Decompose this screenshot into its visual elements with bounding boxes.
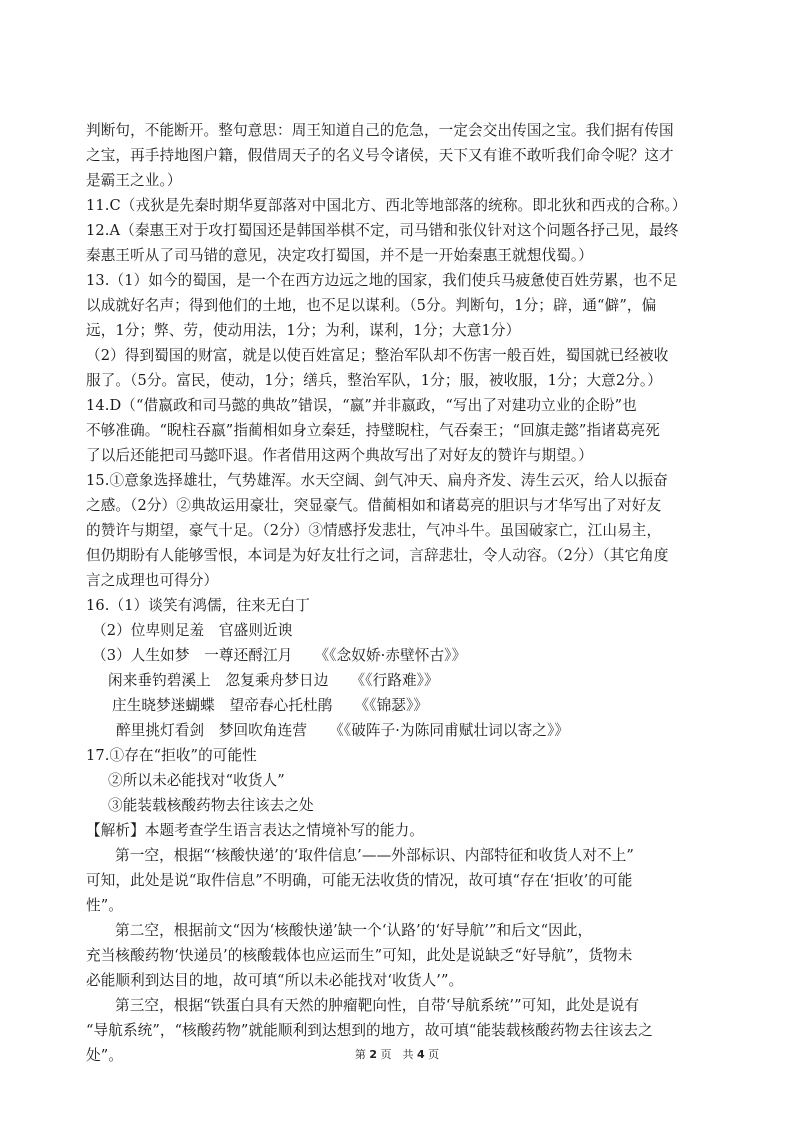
text-line: 不够准确。“睨柱吞嬴”指蔺相如身立秦廷，持璧睨柱，气吞秦王；“回旗走懿”指诸葛亮死 xyxy=(86,422,660,439)
page-footer xyxy=(0,1046,794,1062)
text-line: 之宝，再手持地图户籍，假借周天子的名义号令诸侯，天下又有谁不敢听我们命令呢？这才 xyxy=(86,147,674,164)
text-line: 秦惠王听从了司马错的意见，决定攻打蜀国，并不是一开始秦惠王就想伐蜀。） xyxy=(86,247,593,264)
text-line: 之感。（2分）②典故运用豪壮，突显豪气。借蔺相如和诸葛亮的胆识与才华写出了对好友 xyxy=(86,497,662,514)
poem-line: 闲来垂钓碧溪上 忽复乘舟梦日边 《《行路难》》 xyxy=(108,672,439,689)
text-line: 以成就好名声；得到他们的土地，也不足以谋利。（5分。判断句，1分；辟，通“僻”，偏 xyxy=(86,297,657,314)
current-page-number: 2 xyxy=(369,1048,377,1061)
text-line: 言之成理也可得分） xyxy=(86,572,219,589)
text-line: 了以后还能把司马懿吓退。作者借用这两个典故写出了对好友的赞许与期望。） xyxy=(86,447,593,464)
footer-middle: 页 共 xyxy=(380,1048,414,1061)
footer-prefix: 第 xyxy=(354,1048,366,1061)
text-line: 的赞许与期望，豪气十足。（2分）③情感抒发悲壮，气冲斗牛。虽国破家亡，江山易主， xyxy=(86,522,662,539)
answer-15: 15.①意象选择雄壮，气势雄浑。水天空阔、剑气冲天、扁舟齐发、涛生云灭，给人以振奋 xyxy=(86,472,668,489)
answer-16: 16.（1）谈笑有鸿儒，往来无白丁 xyxy=(86,597,310,614)
text-line: 判断句，不能断开。整句意思：周王知道自己的危急，一定会交出传国之宝。我们据有传国 xyxy=(86,122,674,139)
footer-suffix: 页 xyxy=(428,1048,440,1061)
total-page-number: 4 xyxy=(417,1048,425,1061)
analysis-heading: 【解析】本题考查学生语言表达之情境补写的能力。 xyxy=(86,822,424,839)
text-line: 性”。 xyxy=(86,897,123,914)
text-line: “导航系统”，“核酸药物”就能顺利到达想到的地方，故可填“能装载核酸药物去往该去之 xyxy=(86,1022,653,1039)
answer-13: 13.（1）如今的蜀国，是一个在西方边远之地的国家，我们使兵马疲惫使百姓劳累，也不足 xyxy=(86,272,678,289)
answer-16-3: （3）人生如梦 一尊还酹江月 《《念奴娇·赤壁怀古》》 xyxy=(92,647,467,664)
text-line: 可知，此处是说“取件信息”不明确，可能无法收货的情况，故可填“存在‘拒收’的可能 xyxy=(86,872,633,889)
poem-line: 庄生晓梦迷蝴蝶 望帝春心托杜鹃 《《锦瑟》》 xyxy=(112,697,429,714)
answer-12: 12.A（秦惠王对于攻打蜀国还是韩国举棋不定，司马错和张仪针对这个问题各抒己见，最终 xyxy=(86,222,679,239)
text-line: 是霸王之业。） xyxy=(86,172,182,189)
answer-14: 14.D（“借嬴政和司马懿的典故”错误，“嬴”并非嬴政，“写出了对建功立业的企盼”也 xyxy=(86,397,637,414)
poem-line: 醉里挑灯看剑 梦回吹角连营 《《破阵子·为陈同甫赋壮词以寄之》》 xyxy=(116,722,570,739)
text-line: 处”。 xyxy=(86,1047,123,1064)
analysis-paragraph: 第一空，根据“‘核酸快递’的‘取件信息’——外部标识、内部特征和收货人对不上” xyxy=(115,847,634,864)
analysis-paragraph: 第二空，根据前文“因为‘核酸快递’缺一个‘认路’的‘好导航’”和后文“因此， xyxy=(115,922,593,939)
answer-17-3: ③能装载核酸药物去往该去之处 xyxy=(108,797,314,814)
answer-17: 17.①存在“拒收”的可能性 xyxy=(86,747,257,764)
text-line: 远，1分；弊、劳，使动用法，1分；为利，谋利，1分；大意1分） xyxy=(86,322,521,339)
answer-13-2: （2）得到蜀国的财富，就是以使百姓富足；整治军队却不伤害一般百姓，蜀国就已经被收 xyxy=(86,347,669,364)
text-line: 服了。（5分。富民，使动，1分；缮兵，整治军队，1分；服，被收服，1分；大意2分。） xyxy=(86,372,662,389)
answer-11: 11.C（戎狄是先秦时期华夏部落对中国北方、西北等地部落的统称。即北狄和西戎的合称。） xyxy=(86,197,687,214)
text-line: 但仍期盼有人能够雪恨，本词是为好友壮行之词，言辞悲壮，令人动容。（2分）（其它角度 xyxy=(86,547,669,564)
answer-16-2: （2）位卑则足羞 官盛则近谀 xyxy=(92,622,293,639)
text-line: 充当核酸药物‘快递员’的核酸载体也应运而生”可知，此处是说缺乏“好导航”，货物未 xyxy=(86,947,633,964)
text-line: 必能顺利到达目的地，故可填“所以未必能找对‘收货人’”。 xyxy=(86,972,464,989)
answer-17-2: ②所以未必能找对“收货人” xyxy=(108,772,285,789)
analysis-paragraph: 第三空，根据“铁蛋白具有天然的肿瘤靶向性，自带‘导航系统’”可知，此处是说有 xyxy=(115,997,640,1014)
